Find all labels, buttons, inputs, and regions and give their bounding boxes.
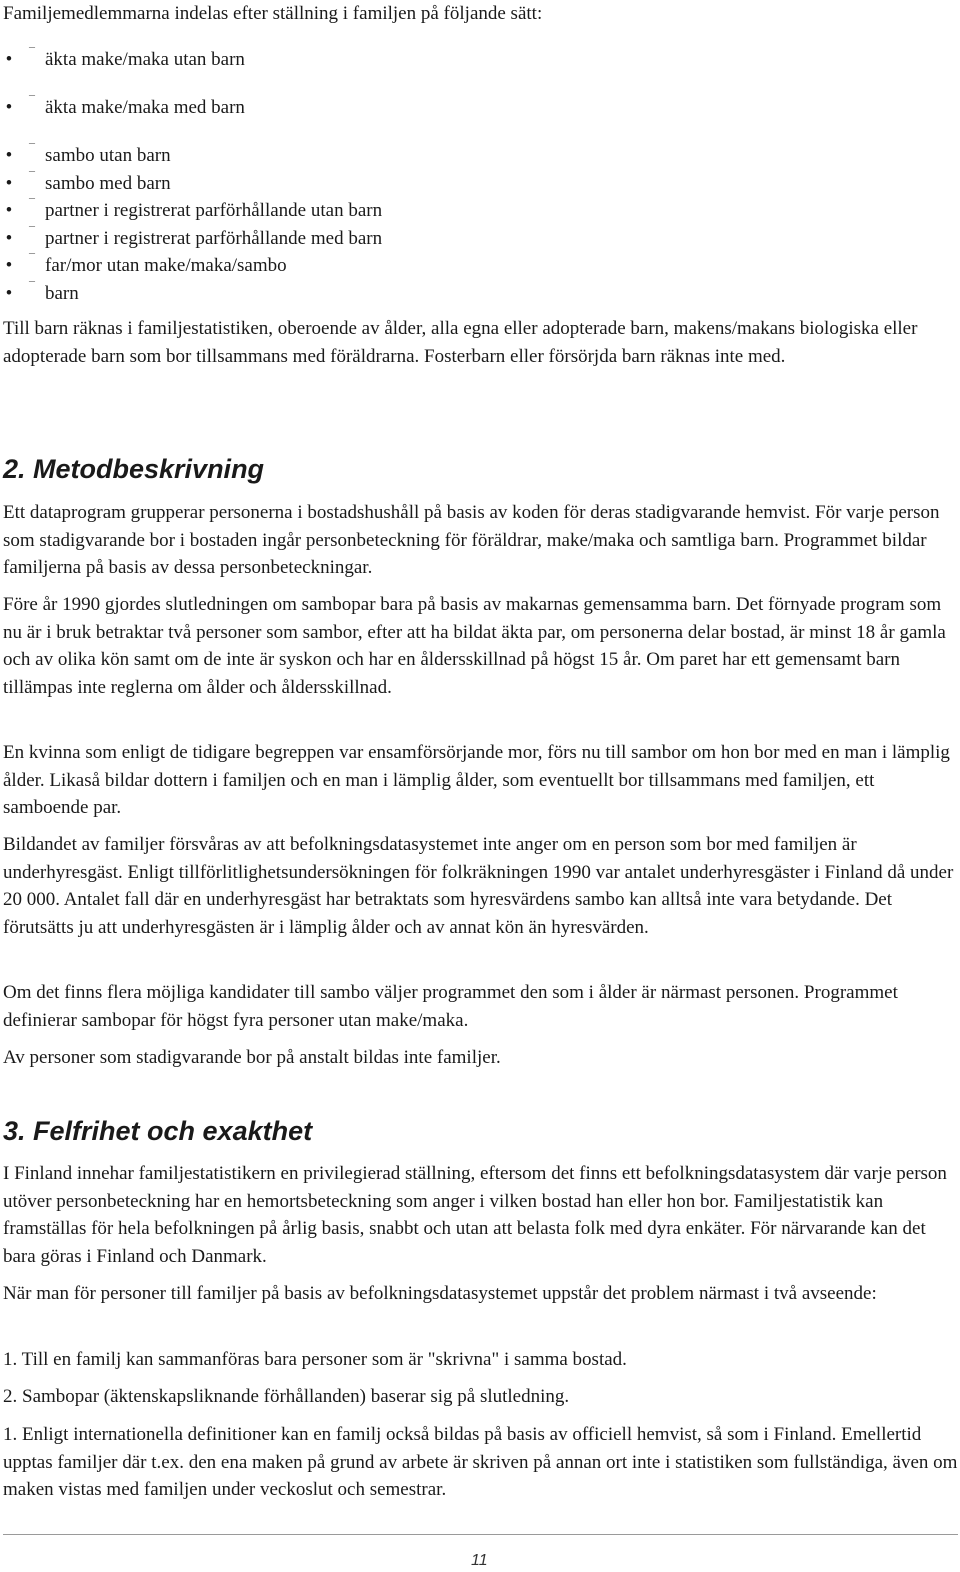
list-item-label: partner i registrerat parförhållande med barn <box>45 228 383 249</box>
dash-icon: – <box>29 245 35 259</box>
dash-icon: – <box>29 163 35 177</box>
bullet-icon: • <box>5 228 13 249</box>
dash-icon: – <box>29 190 35 204</box>
list-item-label: partner i registrerat parförhållande utan barn <box>45 200 383 221</box>
section-heading-metodbeskrivning: 2. Metodbeskrivning <box>3 454 265 484</box>
bullet-icon: • <box>5 255 13 276</box>
footer-divider <box>3 1534 958 1535</box>
section-heading-felfrihet: 3. Felfrihet och exakthet <box>3 1116 313 1146</box>
paragraph: I Finland innehar familjestatistikern en privilegierad ställning, eftersom det finns ett befolkningsdatasystem där varje person utöver personbeteckning har en hemortsbeteckning som anger i vilken bostad han eller hon bor. Familjestatistik kan framställas för hela befolkningen på årlig basis, snabbt och utan att belasta folk med dyra enkäter. För närvarande kan det bara göras i Finland och Danmark. <box>3 1163 947 1267</box>
bullet-icon: • <box>5 145 13 166</box>
numbered-item: 1. Till en familj kan sammanföras bara personer som är "skrivna" i samma bostad. <box>3 1349 627 1370</box>
bullet-icon: • <box>5 97 13 118</box>
list-item-label: sambo utan barn <box>45 145 171 166</box>
dash-icon: – <box>29 39 35 53</box>
numbered-item: 2. Sambopar (äktenskapsliknande förhållanden) baserar sig på slutledning. <box>3 1386 570 1407</box>
dash-icon: – <box>29 218 35 232</box>
dash-icon: – <box>29 87 35 101</box>
dash-icon: – <box>29 273 35 287</box>
children-definition-paragraph: Till barn räknas i familjestatistiken, oberoende av ålder, alla egna eller adopterade barn, makens/makans biologiska eller adopterade barn som bor tillsammans med föräldrarna. Fosterbarn eller försörjda barn räknas inte med. <box>3 318 918 367</box>
page-number: 11 <box>471 1552 488 1569</box>
paragraph: När man för personer till familjer på basis av befolkningsdatasystemet uppstår det problem närmast i två avseende: <box>3 1283 877 1304</box>
footnote-paragraph: 1. Enligt internationella definitioner kan en familj också bildas på basis av officiell hemvist, så som i Finland. Emellertid upptas familjer där t.ex. den ena maken på grund av arbete är skriven på annan ort inte i statistiken som fullständiga, även om maken vistas med familjen under veckoslut och semestrar. <box>3 1424 958 1500</box>
list-item-label: äkta make/maka med barn <box>45 97 245 118</box>
list-item-label: far/mor utan make/maka/sambo <box>45 255 287 276</box>
bullet-icon: • <box>5 200 13 221</box>
list-item-label: sambo med barn <box>45 173 171 194</box>
bullet-icon: • <box>5 49 13 70</box>
paragraph: Ett dataprogram grupperar personerna i bostadshushåll på basis av koden för deras stadigvarande hemvist. För varje person som stadigvarande bor i bostaden ingår personbeteckning för föräldrar, make/maka och samtliga barn. Programmet bildar familjerna på basis av dessa personbeteckningar. <box>3 502 940 578</box>
list-item-label: äkta make/maka utan barn <box>45 49 245 70</box>
paragraph: En kvinna som enligt de tidigare begreppen var ensamförsörjande mor, förs nu till sambor om hon bor med en man i lämplig ålder. Likaså bildar dottern i familjen och en man i lämplig ålder, som eventuellt bor tillsammans med familjen, ett samboende par. <box>3 742 950 818</box>
dash-icon: – <box>29 135 35 149</box>
paragraph: Om det finns flera möjliga kandidater till sambo väljer programmet den som i ålder är närmast personen. Programmet definierar sambopar för högst fyra personer utan make/maka. <box>3 982 898 1031</box>
paragraph: Av personer som stadigvarande bor på anstalt bildas inte familjer. <box>3 1047 501 1068</box>
intro-text: Familjemedlemmarna indelas efter ställning i familjen på följande sätt: <box>3 3 543 24</box>
bullet-icon: • <box>5 283 13 304</box>
paragraph: Bildandet av familjer försvåras av att befolkningsdatasystemet inte anger om en person som bor med familjen är underhyresgäst. Enligt tillförlitlighetsundersökningen för folkräkningen 1990 var antalet underhyresgäster i Finland då under 20 000. Antalet fall där en underhyresgäst har betraktats som hyresvärdens sambo kan alltså inte vara betydande. Det förutsätts ju att underhyresgästen är i lämplig ålder och av annat kön än hyresvärden. <box>3 834 954 938</box>
bullet-icon: • <box>5 173 13 194</box>
paragraph: Före år 1990 gjordes slutledningen om sambopar bara på basis av makarnas gemensamma barn. Det förnyade program som nu är i bruk betraktar två personer som sambor, efter att ha bildat äkta par, om personerna delar bostad, är minst 18 år gamla och av olika kön samt om de inte är syskon och har en åldersskillnad på högst 15 år. Om paret har ett gemensamt barn tillämpas inte reglerna om ålder och åldersskillnad. <box>3 594 946 698</box>
list-item-label: barn <box>45 283 79 304</box>
